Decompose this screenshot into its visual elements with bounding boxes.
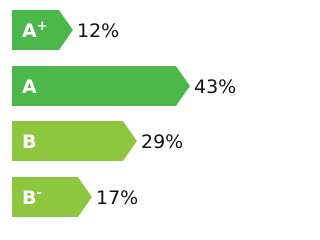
category-label: A+ [22, 19, 48, 42]
value-label: 17% [96, 187, 139, 209]
category-label: B- [22, 186, 42, 209]
bar-1 [12, 66, 190, 106]
value-label: 29% [141, 131, 184, 153]
category-label: B [22, 131, 37, 153]
value-label: 12% [77, 20, 120, 42]
category-label: A [22, 76, 37, 98]
value-label: 43% [194, 76, 237, 98]
